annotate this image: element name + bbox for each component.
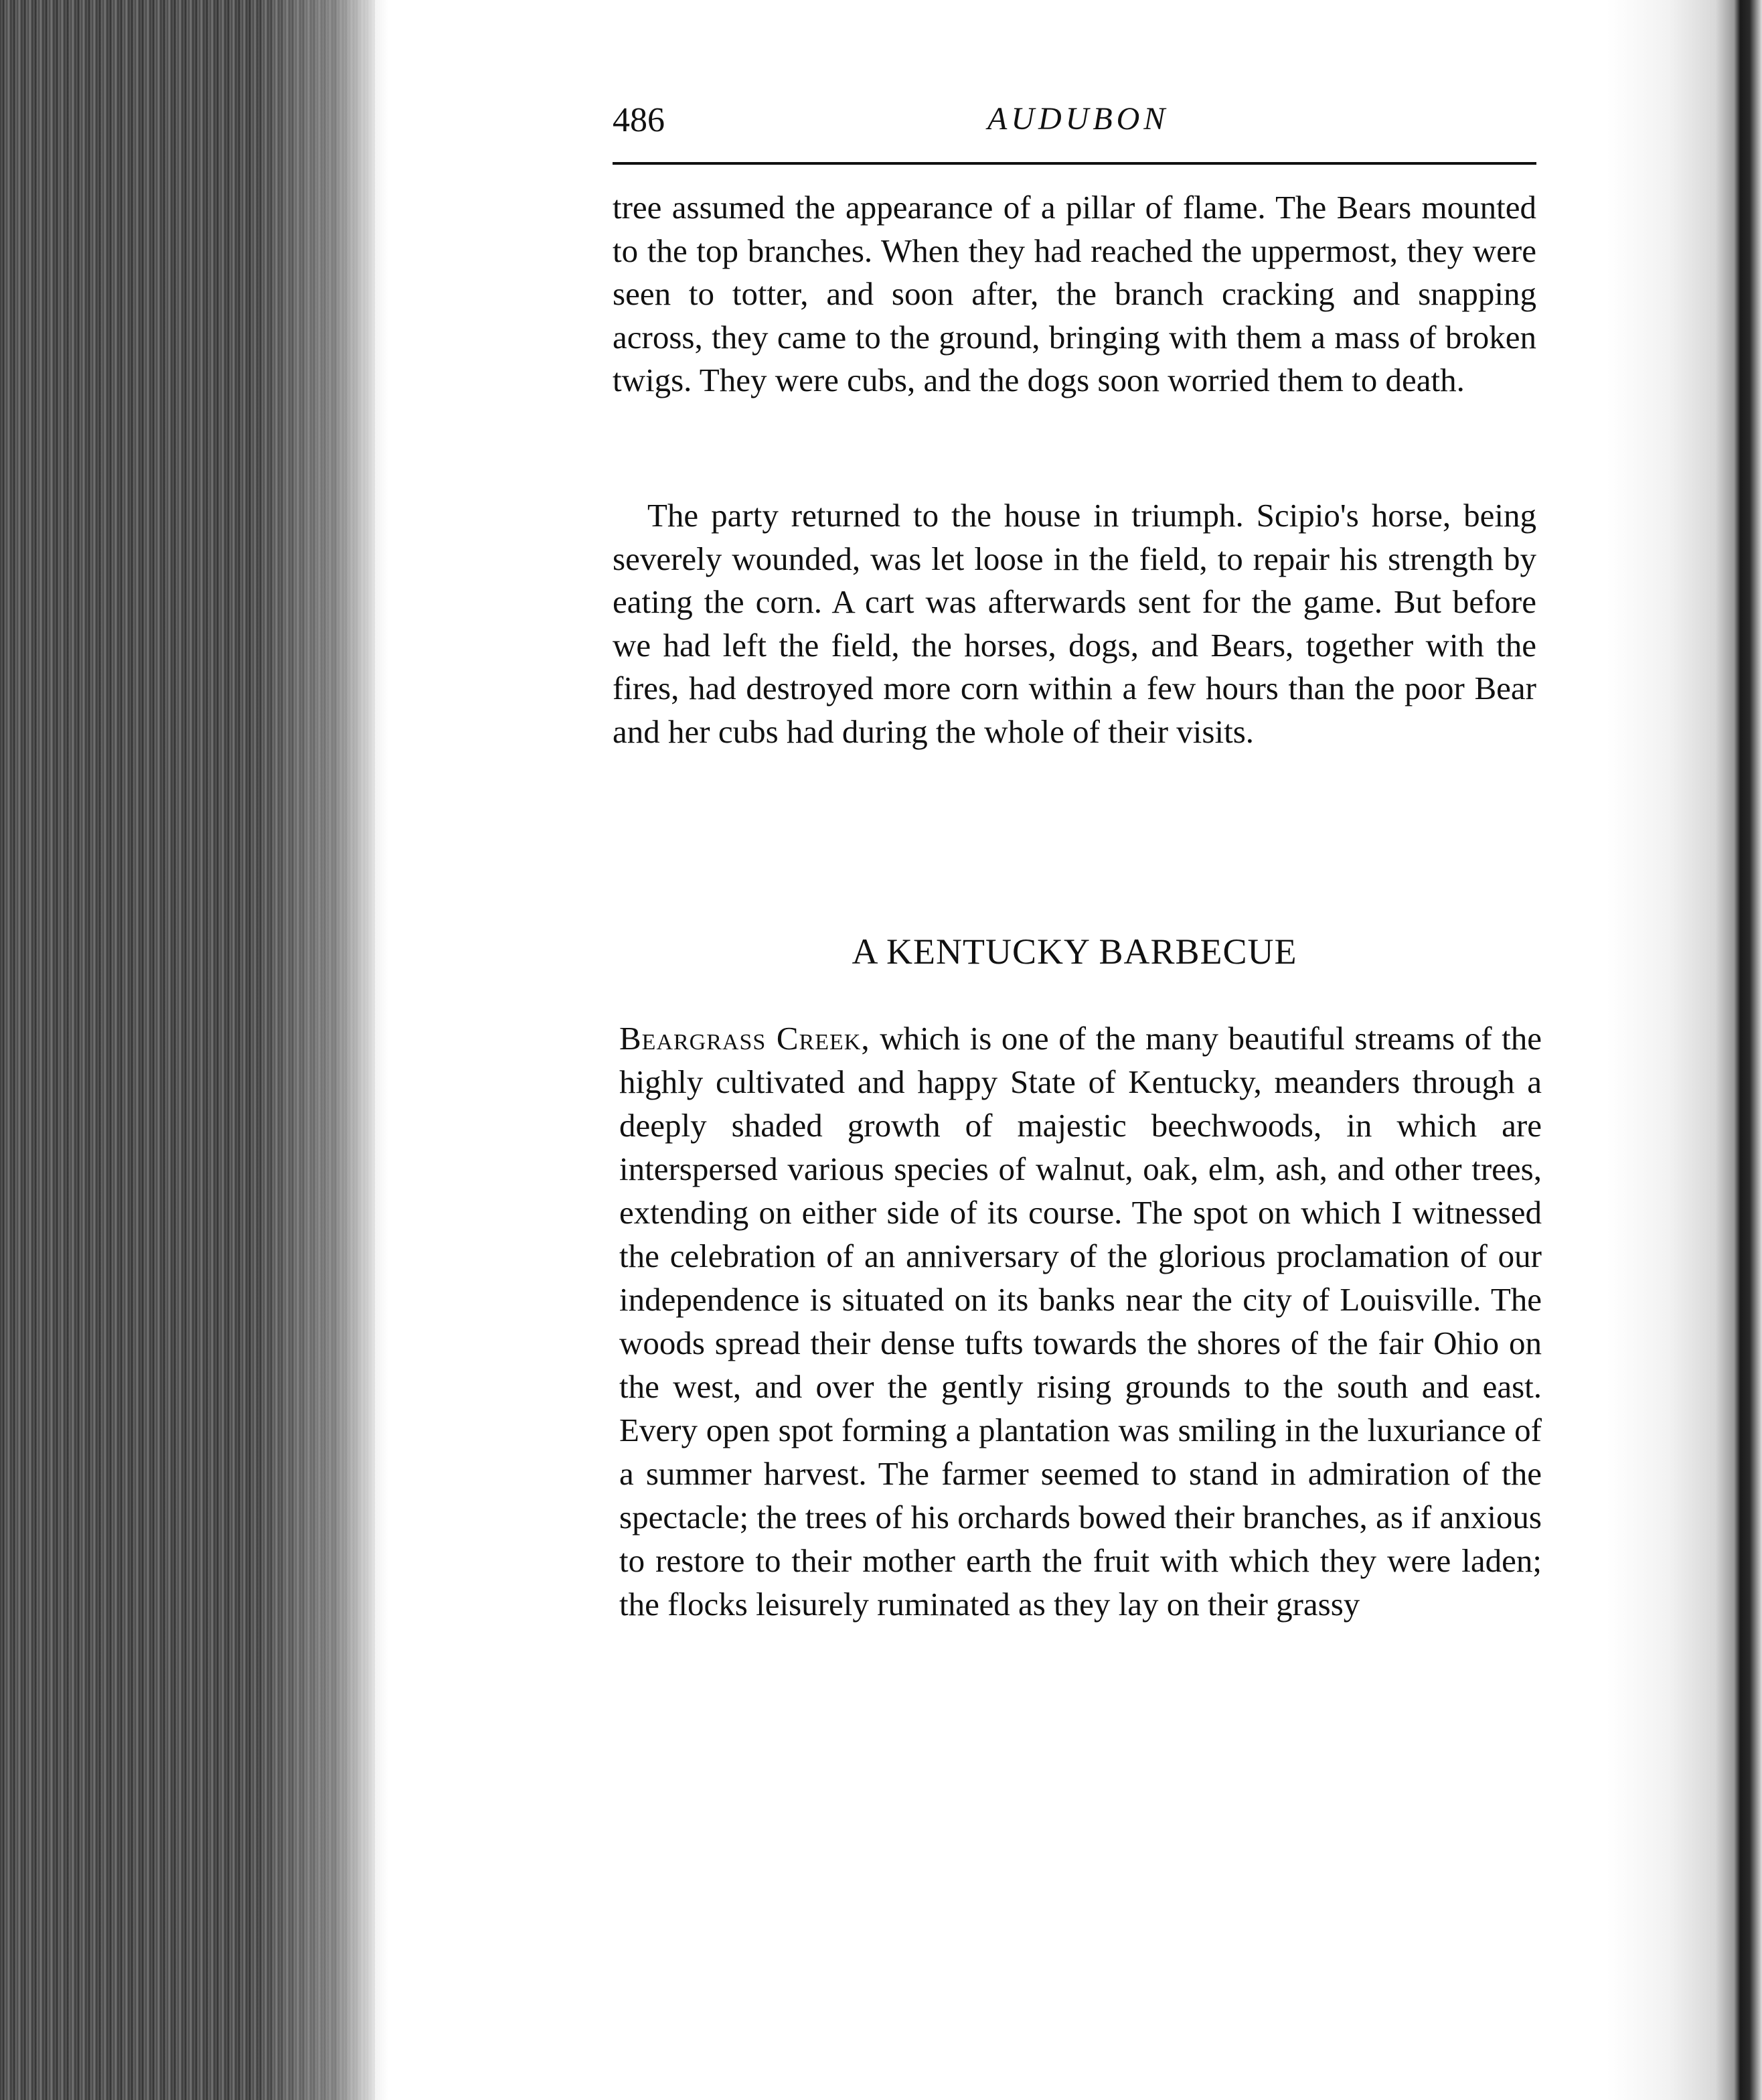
running-head: AUDUBON [987, 101, 1170, 137]
section-paragraph [619, 1017, 1542, 1626]
page-header [613, 100, 1536, 154]
paragraph: tree assumed the appearance of a pillar of flame. The Bears mounted to the top branches. When they had reached the uppermost, they were seen to totter, and soon after, the branch cracking and snapping across, they came to the ground, bringing with them a mass of broken twigs. They were cubs, and the dogs soon worried them to death. [613, 189, 1536, 398]
page-gutter-shadow [254, 0, 388, 2100]
page-number: 486 [613, 101, 665, 139]
header-rule [613, 162, 1536, 165]
binding-edge [1607, 0, 1762, 2100]
section-body: which is one of the many beautiful streams of the highly cultivated and happy State of Kentucky, meanders through a deeply shaded growth of majestic beechwoods, in which are interspersed various species of walnut, oak, elm, ash, and other trees, extending on either side of its course. The spot on which I witnessed the celebration of an anniversary of the glorious proclamation of our independence is situated on its banks near the city of Louisville. The woods spread their dense tufts towards the shores of the fair Ohio on the west, and over the gently rising grounds to the south and east. Every open spot forming a plantation was smiling in the luxuriance of a summer harvest. The farmer seemed to stand in admiration of the spectacle; the trees of his orchards bowed their branches, as if anxious to restore to their mother earth the fruit with which they were laden; the flocks leisurely ruminated as they lay on their grassy [619, 1020, 1542, 1623]
section-title: A KENTUCKY BARBECUE [852, 931, 1297, 972]
lead-in: Beargrass Creek, [619, 1020, 870, 1057]
paragraph: The party returned to the house in triumph. Scipio's horse, being severely wounded, was let loose in the field, to repair his strength by eating the corn. A cart was afterwards sent for the game. But before we had left the field, the horses, dogs, and Bears, together with the fires, had destroyed more corn within a few hours than the poor Bear and her cubs had during the whole of their visits. [613, 497, 1536, 750]
